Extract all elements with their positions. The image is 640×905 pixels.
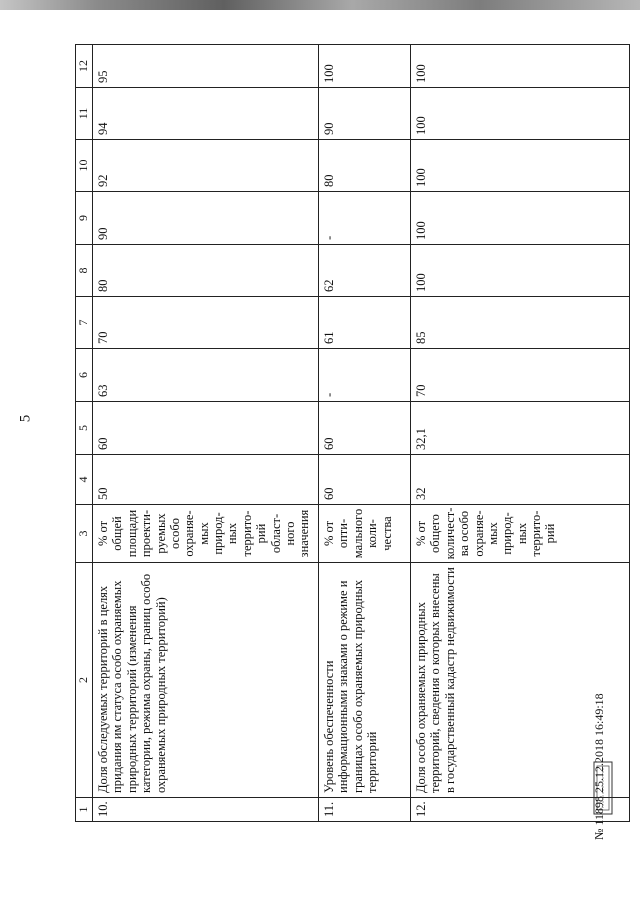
value-cell: 70: [411, 349, 630, 402]
row-number: 11.: [319, 798, 411, 822]
unit-cell: % от общей площади проекти-руемых особо охраняе-мых природ-ных террито-рий област-ного значения: [93, 505, 319, 563]
scan-edge: [0, 0, 640, 10]
table-row: [411, 45, 630, 822]
value-cell: 92: [93, 140, 319, 192]
unit-cell: % от опти-мального коли-чества: [319, 505, 411, 563]
value-cell: 32,1: [411, 402, 630, 455]
value-cell: 90: [319, 88, 411, 140]
row-number: 10.: [93, 798, 319, 822]
column-header: 5: [76, 402, 93, 455]
value-cell: 63: [93, 349, 319, 402]
value-cell: 60: [93, 402, 319, 455]
table-row: [93, 45, 319, 822]
value-cell: 32: [411, 455, 630, 505]
column-header: 10: [76, 140, 93, 192]
indicator-name: Доля обследуемых территорий в целях придания им статуса особо охраняемых природных территорий (изменения категории, режима охраны, границ особо охраняемых природных территорий): [93, 563, 319, 798]
page-number: 5: [17, 414, 34, 423]
row-number: 12.: [411, 798, 630, 822]
value-cell: -: [319, 349, 411, 402]
indicator-name: Уровень обеспеченности информационными знаками о режиме и границах особо охраняемых природных территорий: [319, 563, 411, 798]
column-header: 4: [76, 455, 93, 505]
column-header: 3: [76, 505, 93, 563]
column-header: 11: [76, 88, 93, 140]
value-cell: 94: [93, 88, 319, 140]
value-cell: 61: [319, 297, 411, 349]
value-cell: 100: [411, 45, 630, 88]
value-cell: -: [319, 192, 411, 245]
column-header: 9: [76, 192, 93, 245]
value-cell: 90: [93, 192, 319, 245]
value-cell: 85: [411, 297, 630, 349]
value-cell: 100: [411, 140, 630, 192]
column-header: 12: [76, 45, 93, 88]
indicator-table-wrapper: [75, 44, 630, 822]
value-cell: 100: [411, 245, 630, 297]
column-header: 1: [76, 798, 93, 822]
value-cell: 80: [93, 245, 319, 297]
value-cell: 60: [319, 455, 411, 505]
value-cell: 95: [93, 45, 319, 88]
column-number-row: [76, 45, 93, 822]
column-header: 7: [76, 297, 93, 349]
registration-stamp: № 11898 25.12.2018 16:49:18: [592, 693, 606, 840]
column-header: 6: [76, 349, 93, 402]
value-cell: 50: [93, 455, 319, 505]
value-cell: 100: [411, 192, 630, 245]
indicator-name: Доля особо охраняемых природных территорий, сведения о которых внесены в государственный кадастр недвижимости: [411, 563, 630, 798]
value-cell: 70: [93, 297, 319, 349]
unit-cell: % от общего количест-ва особо охраняе-мых природ-ных террито-рий: [411, 505, 630, 563]
table-row: [319, 45, 411, 822]
value-cell: 60: [319, 402, 411, 455]
column-header: 2: [76, 563, 93, 798]
value-cell: 100: [319, 45, 411, 88]
indicator-table: [75, 44, 630, 822]
value-cell: 100: [411, 88, 630, 140]
value-cell: 80: [319, 140, 411, 192]
column-header: 8: [76, 245, 93, 297]
value-cell: 62: [319, 245, 411, 297]
